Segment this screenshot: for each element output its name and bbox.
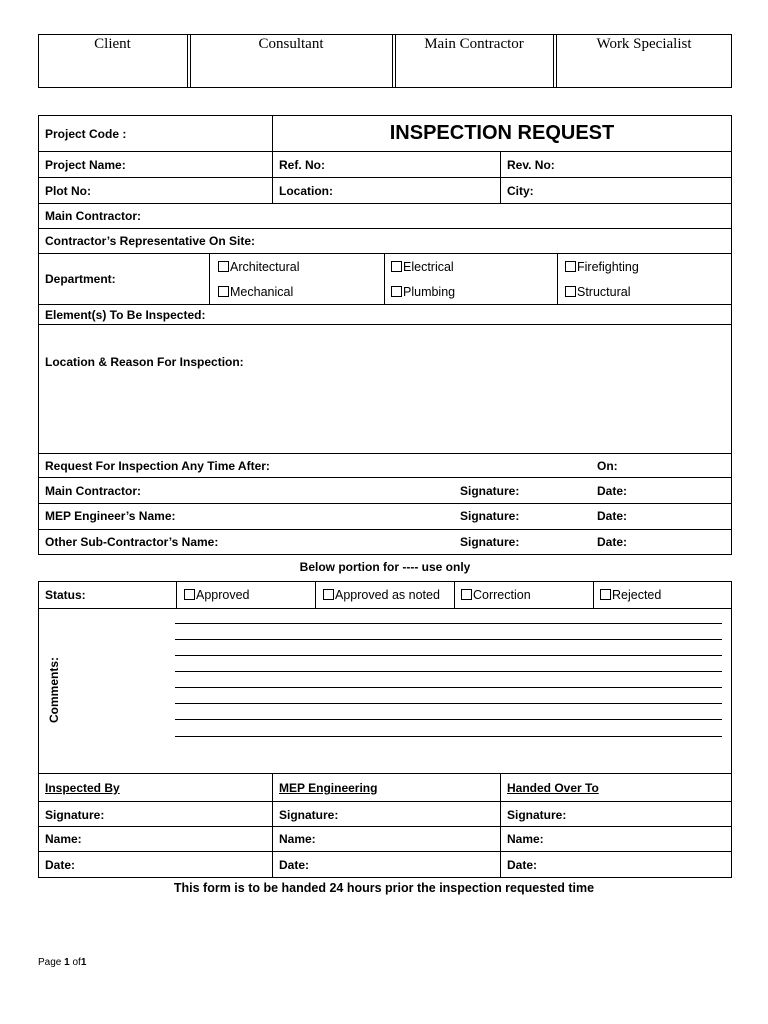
ref-no-label: Ref. No: — [279, 158, 325, 172]
inspection-form — [38, 115, 732, 555]
comment-line[interactable] — [175, 719, 722, 720]
mep-date-label: Date: — [597, 509, 628, 523]
checkbox-icon[interactable] — [565, 286, 576, 297]
dept-option-plumbing[interactable]: Plumbing — [391, 285, 455, 299]
dept-option-firefighting[interactable]: Firefighting — [565, 260, 639, 274]
location-reason-label: Location & Reason For Inspection: — [45, 355, 244, 369]
comment-line[interactable] — [175, 687, 722, 688]
comment-line[interactable] — [175, 671, 722, 672]
handed-signature-label: Signature: — [507, 808, 567, 822]
mc-signature-label: Signature: — [460, 484, 520, 498]
other-signature-label: Signature: — [460, 535, 520, 549]
other-date-label: Date: — [597, 535, 628, 549]
party-main-contractor: Main Contractor — [424, 36, 524, 52]
project-code-label: Project Code : — [45, 127, 127, 141]
inspected-date-label: Date: — [45, 858, 76, 872]
status-option-approved-as-noted[interactable]: Approved as noted — [323, 588, 440, 602]
checkbox-icon[interactable] — [323, 589, 334, 600]
mep-eng-signature-label: Signature: — [279, 808, 339, 822]
comment-line[interactable] — [175, 703, 722, 704]
party-client: Client — [94, 36, 131, 52]
checkbox-icon[interactable] — [184, 589, 195, 600]
inspected-name-label: Name: — [45, 832, 82, 846]
project-name-label: Project Name: — [45, 158, 126, 172]
status-label: Status: — [45, 588, 86, 602]
mc-date-label: Date: — [597, 484, 628, 498]
checkbox-icon[interactable] — [391, 261, 402, 272]
checkbox-icon[interactable] — [461, 589, 472, 600]
dept-option-mechanical[interactable]: Mechanical — [218, 285, 293, 299]
review-section — [38, 581, 732, 878]
handed-name-label: Name: — [507, 832, 544, 846]
plot-no-label: Plot No: — [45, 184, 91, 198]
rev-no-label: Rev. No: — [507, 158, 555, 172]
status-option-approved[interactable]: Approved — [184, 588, 250, 602]
dept-option-structural[interactable]: Structural — [565, 285, 631, 299]
other-sub-label: Other Sub-Contractor’s Name: — [45, 535, 219, 549]
footer-note: This form is to be handed 24 hours prior the inspection requested time — [173, 881, 595, 895]
comment-line[interactable] — [175, 655, 722, 656]
mep-eng-name-label: Name: — [279, 832, 316, 846]
inspected-by-header: Inspected By — [45, 781, 120, 795]
parties-divider — [392, 34, 393, 88]
checkbox-icon[interactable] — [565, 261, 576, 272]
mep-eng-date-label: Date: — [279, 858, 310, 872]
main-contractor-label: Main Contractor: — [45, 209, 141, 223]
comments-label: Comments: — [47, 657, 61, 724]
handed-date-label: Date: — [507, 858, 538, 872]
elements-label: Element(s) To Be Inspected: — [45, 308, 206, 322]
status-option-rejected[interactable]: Rejected — [600, 588, 661, 602]
location-label: Location: — [279, 184, 333, 198]
page-number: Page 1 of1 — [38, 957, 87, 968]
request-after-label: Request For Inspection Any Time After: — [45, 459, 270, 473]
dept-option-electrical[interactable]: Electrical — [391, 260, 454, 274]
dept-option-architectural[interactable]: Architectural — [218, 260, 299, 274]
parties-divider — [553, 34, 554, 88]
checkbox-icon[interactable] — [218, 286, 229, 297]
comment-line[interactable] — [175, 736, 722, 737]
party-consultant: Consultant — [258, 36, 324, 52]
comment-line[interactable] — [175, 639, 722, 640]
mep-signature-label: Signature: — [460, 509, 520, 523]
handed-over-header: Handed Over To — [507, 781, 599, 795]
checkbox-icon[interactable] — [218, 261, 229, 272]
status-option-correction[interactable]: Correction — [461, 588, 531, 602]
city-label: City: — [507, 184, 534, 198]
contractor-rep-label: Contractor’s Representative On Site: — [45, 234, 256, 248]
form-title: INSPECTION REQUEST — [389, 122, 615, 144]
checkbox-icon[interactable] — [391, 286, 402, 297]
inspected-signature-label: Signature: — [45, 808, 105, 822]
parties-divider — [187, 34, 188, 88]
party-work-specialist: Work Specialist — [596, 36, 692, 52]
mep-engineering-header: MEP Engineering — [279, 781, 378, 795]
checkbox-icon[interactable] — [600, 589, 611, 600]
below-portion-note: Below portion for ---- use only — [299, 560, 471, 574]
department-label: Department: — [45, 272, 116, 286]
on-label: On: — [597, 459, 618, 473]
mep-engineer-label: MEP Engineer’s Name: — [45, 509, 176, 523]
mc-sign-label: Main Contractor: — [45, 484, 141, 498]
comment-line[interactable] — [175, 623, 722, 624]
